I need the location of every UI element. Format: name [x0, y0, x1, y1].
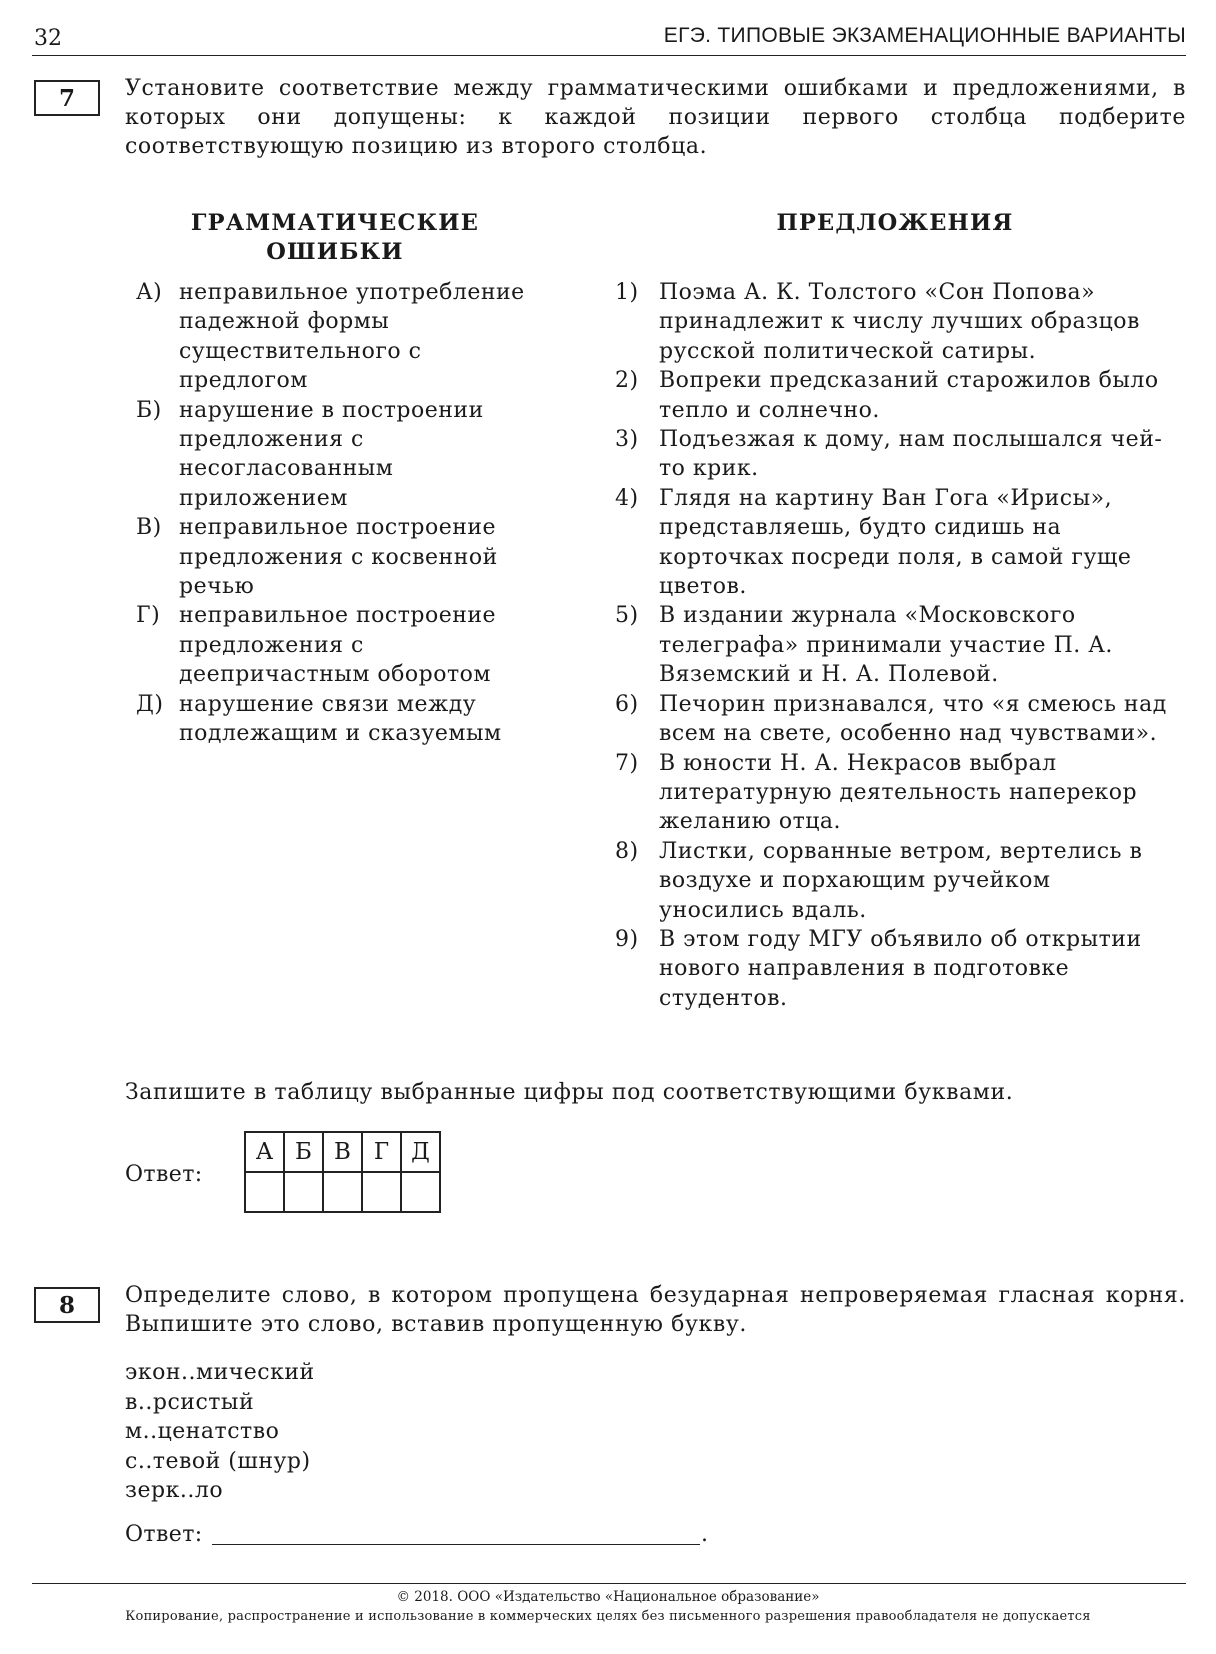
task-8-number-box: 8 — [34, 1287, 100, 1323]
sentence-item: 7) В юности Н. А. Некрасов выбрал литературную деятельность наперекор желанию отца. — [615, 750, 1138, 835]
sentence-item: 4) Глядя на картину Ван Гога «Ирисы», представляешь, будто сидишь на корточках посреди поля, в самой гуще цветов. — [615, 485, 1132, 600]
answer-column-v: В — [323, 1132, 362, 1172]
footer-legal-notice: Копирование, распространение и использование в коммерческих целях без письменного разрешения правообладателя не допускается — [125, 1609, 1091, 1624]
task-7-instruction: Запишите в таблицу выбранные цифры под соответствующими буквами. — [125, 1080, 1014, 1105]
word-option: зерк..ло — [125, 1478, 224, 1504]
task-7-answer-label: Ответ: — [125, 1162, 203, 1187]
answer-table-header-row — [245, 1132, 440, 1172]
answer-column-g: Г — [362, 1132, 401, 1172]
answer-column-a: А — [245, 1132, 284, 1172]
answer-cell-b[interactable] — [284, 1172, 323, 1212]
error-item: Б) нарушение в построении предложения с несогласованным приложением — [136, 397, 484, 511]
answer-cell-v[interactable] — [323, 1172, 362, 1212]
answer-table-input-row — [245, 1172, 440, 1212]
footer-divider — [32, 1583, 1186, 1584]
sentence-item: 8) Листки, сорванные ветром, вертелись в воздухе и порхающим ручейком уносились вдаль. — [615, 838, 1143, 923]
answer-cell-d[interactable] — [401, 1172, 440, 1212]
task-7-prompt: Установите соответствие между грамматическими ошибками и предложениями, в которых они допущены: к каждой позиции первого столбца подберите соответствующую позицию из второго столбца. — [125, 76, 1186, 159]
sentence-item: 1) Поэма А. К. Толстого «Сон Попова» принадлежит к числу лучших образцов русской политической сатиры. — [615, 280, 1140, 364]
task-7-answer-table — [244, 1131, 441, 1213]
answer-column-b: Б — [284, 1132, 323, 1172]
errors-heading-line-2: ОШИБКИ — [266, 239, 404, 265]
task-7-number-box: 7 — [34, 80, 100, 116]
sentence-item: 2) Вопреки предсказаний старожилов было тепло и солнечно. — [615, 368, 1159, 423]
task-8-prompt: Определите слово, в котором пропущена безударная непроверяемая гласная корня. Выпишите это слово, вставив пропущенную букву. — [125, 1283, 1186, 1337]
task-8-answer-label: Ответ: — [125, 1522, 203, 1547]
sentence-item: 6) Печорин признавался, что «я смеюсь над всем на свете, особенно над чувствами». — [615, 691, 1167, 747]
errors-heading-line-1: ГРАММАТИЧЕСКИЕ — [190, 210, 480, 236]
answer-cell-a[interactable] — [245, 1172, 284, 1212]
sentence-item: 9) В этом году МГУ объявило об открытии нового направления в подготовке студентов. — [615, 926, 1142, 1011]
error-item: Г) неправильное построение предложения с деепричастным оборотом — [136, 603, 497, 688]
header-divider — [32, 55, 1186, 56]
answer-cell-g[interactable] — [362, 1172, 401, 1212]
word-option: в..рсистый — [125, 1389, 255, 1415]
word-option: с..тевой (шнур) — [125, 1448, 311, 1474]
error-item: А) неправильное употребление падежной формы существительного с предлогом — [136, 280, 525, 394]
sentences-column-heading: ПРЕДЛОЖЕНИЯ — [776, 210, 1014, 236]
task-8-answer-period: . — [701, 1522, 708, 1547]
footer-copyright: © 2018. ООО «Издательство «Национальное образование» — [396, 1589, 820, 1605]
errors-list — [136, 278, 556, 749]
error-item: Д) нарушение связи между подлежащим и сказуемым — [136, 691, 502, 747]
word-option: экон..мический — [125, 1360, 315, 1385]
sentences-list — [615, 278, 1180, 1013]
task-8-word-list — [125, 1358, 315, 1506]
answer-column-d: Д — [401, 1132, 440, 1172]
word-option: м..ценатство — [125, 1419, 280, 1445]
running-header: ЕГЭ. ТИПОВЫЕ ЭКЗАМЕНАЦИОННЫЕ ВАРИАНТЫ — [663, 24, 1186, 47]
page-number: 32 — [34, 26, 62, 51]
error-item: В) неправильное построение предложения с косвенной речью — [136, 515, 498, 600]
task-8-answer-field[interactable] — [212, 1544, 700, 1545]
sentence-item: 5) В издании журнала «Московского телеграфа» принимали участие П. А. Вяземский и Н. А. Полевой. — [615, 603, 1113, 688]
sentence-item: 3) Подъезжая к дому, нам послышался чей-то крик. — [615, 427, 1163, 482]
errors-column-heading — [165, 209, 505, 267]
